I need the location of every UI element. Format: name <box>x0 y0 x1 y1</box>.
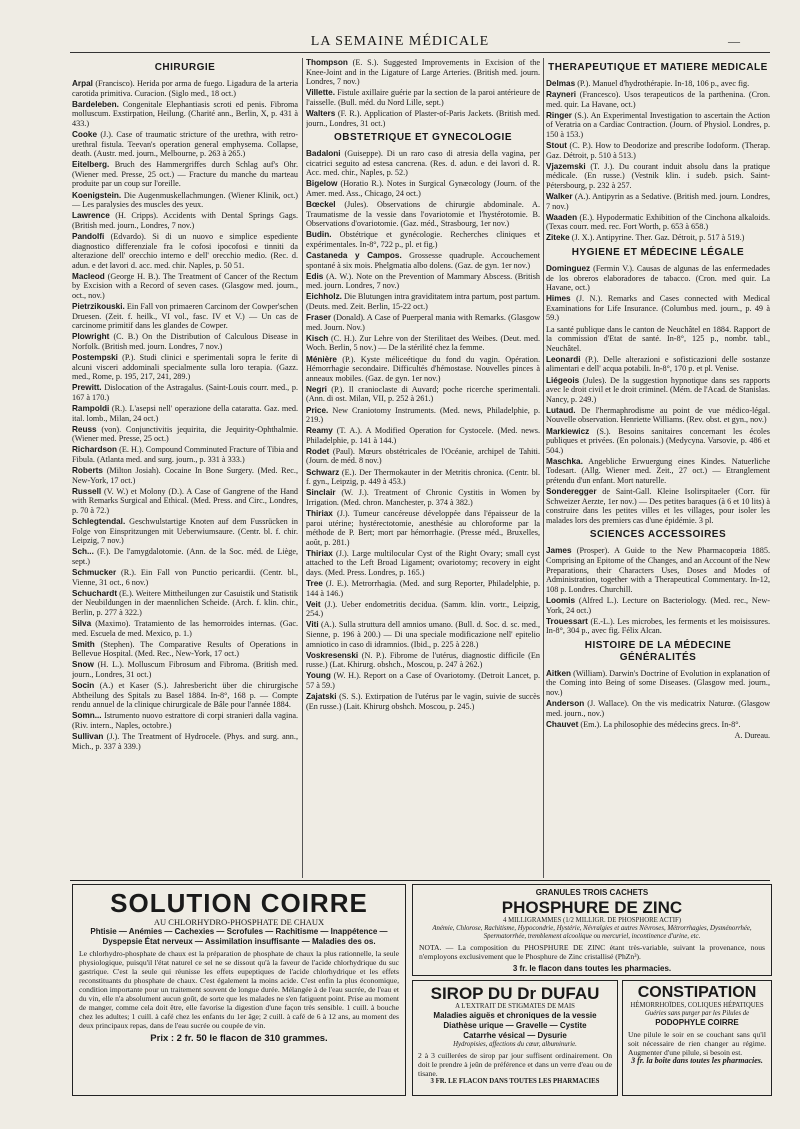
entry-citation: (Stephen). The Comparative Results of Operations in Bellevue Hospital. (Med. Rec., New-York, 17 oct.) <box>72 639 298 659</box>
entry-citation: (Edvardo). Si di un nuovo e simplice espediente diagnostico differenziale fra le cofosi ipocofosi e tinniti da alterazione dell' orecchio interno e dell' orecchio medio. (Rec. d. adun. e det lavori d. acc. med. chir. Naples, p. 50 51. <box>72 231 298 270</box>
entry-citation: (A. W.). Note on the Prevention of Mammary Abscess. (British med. journ. Londres, 7 nov.) <box>306 271 540 291</box>
entry-author: Vjazemski <box>546 161 586 171</box>
ad-title: SOLUTION COIRRE <box>110 888 368 918</box>
entry-citation: (von). Conjunctivitis jequirita, die Jequirity-Ophthalmie. (Wiener med. Presse, 25 oct.) <box>72 424 298 444</box>
bibliography-entry <box>72 302 298 331</box>
entry-author: Somn... <box>72 711 102 721</box>
bibliography-entry <box>546 487 770 525</box>
entry-author: Maschka. <box>546 456 583 466</box>
bibliography-entry <box>72 619 298 638</box>
bibliography-entry <box>306 109 540 128</box>
entry-author: Bardeleben. <box>72 99 119 109</box>
ad-subtitle: A L'EXTRAIT DE STIGMATES DE MAIS <box>455 1003 575 1010</box>
entry-author: Voskresenski <box>306 650 359 660</box>
entry-author: James <box>546 546 572 556</box>
bibliography-entry <box>546 720 770 730</box>
bibliography-entry <box>546 546 770 594</box>
entry-author: Rayneri <box>546 90 577 100</box>
entry-citation: (Guiseppe). Di un raro caso di atresia della vagina, per cicatrici seguito ad estesa cancrena. (Res. d. adun. e dei lavori d. R. Acc. med. chir., Naples, p. 52.) <box>306 149 540 178</box>
entry-author: Arpal <box>72 79 93 88</box>
bibliography-entry <box>72 547 298 566</box>
entry-author: Walker <box>546 192 573 202</box>
entry-citation: Fistule axillaire guérie par la section de la paroi antérieure de l'aisselle. (Bull. méd. du Nord Lille, sept.) <box>306 88 540 107</box>
ad-line: Catarrhe vésical — Dysurie <box>463 1031 567 1040</box>
section-heading: THERAPEUTIQUE ET MATIERE MEDICALE <box>548 62 768 73</box>
entry-author: Aitken <box>546 668 572 678</box>
entry-citation: (Francesco). Usos terapeuticos de la parthenina. (Cron. med. quir. La Havane, oct.) <box>546 90 770 109</box>
ad-price: 3 fr. le flacon dans toutes les pharmacies. <box>512 964 672 973</box>
ad-sirop-dufau <box>412 980 618 1096</box>
bibliography-entry <box>306 334 540 353</box>
entry-author: Dominguez <box>546 264 591 273</box>
bibliography-entry <box>72 191 298 210</box>
entry-citation: (Horatio R.). Notes in Surgical Gynæcology (Journ. of the Amer. med. Ass., Chicago, 24 oct.) <box>306 179 540 199</box>
page-number: — <box>728 34 740 48</box>
entry-author: Thiriax <box>306 508 333 518</box>
entry-citation: Istrumento nuovo estrattore di corpi stranieri dalla vagina. (Riv. intern., Naples, octobre.) <box>72 711 298 730</box>
bibliography-entry <box>546 427 770 456</box>
bibliography-entry <box>306 447 540 466</box>
ad-line: Hydropisies, affections du cœur, albuminurie. <box>453 1041 577 1048</box>
entry-citation: (E.). Der Thermokauter in der Metritis chronica. (Centr. bl. f. gyn., Leipzig, p. 449 à 453.) <box>306 467 540 487</box>
ad-title: SIROP DU Dr DUFAU <box>430 984 600 1003</box>
entry-citation: (Donald). A Case of Puerperal mania with Remarks. (Glasgow med. Journ. Nov.) <box>306 313 540 332</box>
entry-citation: Obstétrique et gynécologie. Recherches cliniques et expérimentales. In-8°, 722 p., pl. et fig.) <box>306 230 540 249</box>
entry-author: Edis <box>306 271 324 281</box>
entry-citation: Geschwulstartige Knoten auf dem Fussrücken in Folge von Einspritzungen mit Ueberwiumsaure. (Centr. bl. f. chir. Leipzig, 7 nov.) <box>72 517 298 546</box>
ad-phosphure-de-zinc <box>412 884 772 976</box>
entry-citation: La santé publique dans le canton de Neuchâtel en 1884. Rapport de la commission d'Etat de santé. In-8°, 125 p., nombr. tabl., Neuchâtel. <box>546 324 770 353</box>
bibliography-entry <box>72 487 298 516</box>
bibliography-entry <box>546 617 770 636</box>
entry-author: Markiewicz <box>546 426 590 436</box>
entry-citation: (P.). Delle alterazioni e sofisticazioni delle sostanze alimentari e dell' acqua potabili. In-8°, 170 p. et pl. Venise. <box>546 354 770 374</box>
column-left <box>72 58 298 880</box>
entry-author: Walters <box>306 108 336 118</box>
entry-citation: (C. P.). How to Deodorize and prescribe Iodoform. (Therap. Gaz. Détroit, p. 510 à 513.) <box>546 141 770 160</box>
entry-citation: (A.) et Kaser (S.). Jahresbericht über die chirurgische Abtheilung des Spitals zu Basel 1884. In-8°, 168 p. — Compte rendu annuel de la clinique chirurgicale de Bâle pour l'année 1884. <box>72 681 298 710</box>
bibliography-entry <box>306 579 540 598</box>
ad-title: PHOSPHURE DE ZINC <box>501 898 683 917</box>
ad-sub: HÉMORRHOÏDES, COLIQUES HÉPATIQUES <box>630 1002 764 1009</box>
entry-citation: (J. X.). Antipyrine. Ther. Gaz. Détroit, p. 517 à 519.) <box>571 233 745 243</box>
ad-body: 2 à 3 cuillerées de sirop par jour suffisent ordinairement. On doit le prendre à jeûn de préférence et dans un verre d'eau ou de tisane. <box>418 1051 612 1078</box>
ad-price: 3 fr. la boîte dans toutes les pharmacies. <box>631 1056 763 1065</box>
entry-citation: (H. L.). Molluscum Fibrosum and Fibroma. (British med. journ., Londres, 31 oct.) <box>72 660 298 679</box>
bibliography-entry <box>546 79 770 89</box>
entry-author: Macleod <box>72 271 105 281</box>
ad-dose: 4 MILLIGRAMMES (1/2 MILLIGR. DE PHOSPHORE ACTIF) <box>502 917 682 924</box>
bibliography-entry <box>546 233 770 243</box>
entry-author: Thompson <box>306 58 348 67</box>
bibliography-entry <box>546 264 770 293</box>
section-heading: HYGIENE ET MÉDECINE LÉGALE <box>571 247 745 258</box>
entry-author: Postempski <box>72 353 118 363</box>
entry-author: Snow <box>72 660 94 670</box>
bibliography-entry <box>306 406 540 425</box>
bibliography-entry <box>546 355 770 374</box>
column-right <box>546 58 770 880</box>
entry-citation: (J. Wallace). On the vis medicatrix Naturœ. (Glasgow med. journ., nov.) <box>546 699 770 718</box>
ad-title: CONSTIPATION <box>637 984 757 1001</box>
entry-author: Ménière <box>306 354 337 364</box>
entry-citation: (W. H.). Report on a Case of Ovariotomy. (Detroit Lancet, p. 57 à 59.) <box>306 671 540 691</box>
entry-author: Young <box>306 671 331 681</box>
entry-author: Sinclair <box>306 488 336 498</box>
entry-author: Thiriax <box>306 548 333 558</box>
bibliography-entry <box>306 509 540 547</box>
entry-citation: (Maximo). Tratamiento de las hemorroides internas. (Gac. med. Escuela de med. Mexico, p. 1.) <box>72 618 298 638</box>
entry-citation: (Francisco). Herida por arma de fuego. Ligadura de la arteria carotida primitiva. Curacion. (Siglo med., 18 oct.) <box>72 79 298 98</box>
entry-citation: (J. E.). Metrorrhagia. (Med. and surg Reporter, Philadelphie, p. 144 à 146.) <box>306 579 540 598</box>
bibliography-entry <box>546 457 770 486</box>
bibliography-entry <box>306 313 540 332</box>
bibliography-entry <box>546 213 770 232</box>
entry-author: Smith <box>72 639 95 649</box>
bibliography-entry <box>306 468 540 487</box>
entry-citation: (Em.). La philosophie des médecins grecs. In-8°. <box>580 719 741 729</box>
entry-citation: (Fermin V.). Causas de algunas de las enfermedades de los obreros elaboradores de tabacco. (Cron. med quir. La Havane, oct.) <box>546 264 770 293</box>
entry-citation: (Jules). Observations de chirurgie abdominale. A. Traumatisme de la vessie dans l'ovariotomie et l'hystérotomie. B. Observations d'ovariotomie. (Gaz. méd., Strasbourg, 1er nov.) <box>306 200 540 229</box>
bibliography-entry <box>546 376 770 405</box>
bibliography-entry <box>72 79 298 98</box>
bibliography-entry <box>72 711 298 730</box>
running-head: LA SEMAINE MÉDICALE <box>310 34 490 49</box>
entry-citation: (J.). Case of traumatic stricture of the urethra, with retro-urethral fistula. Teevan's operation general emphysema. Collapse, death. (Austr. med. journ., Melbourne, p. 263 à 265.) <box>72 129 298 159</box>
section-heading: OBSTETRIQUE ET GYNECOLOGIE <box>333 132 512 144</box>
bibliography-entry <box>306 292 540 311</box>
entry-author: Pandolfi <box>72 231 105 241</box>
ads-rule <box>70 880 770 881</box>
bibliography-entry <box>306 426 540 445</box>
entry-citation: (C. B.) On the Distribution of Calculous Disease in Norfolk. (British med. journ. Londres, 7 nov.) <box>72 332 298 351</box>
bibliography-entry <box>306 651 540 670</box>
entry-author: Badaloni <box>306 149 341 159</box>
entry-author: Waaden <box>546 212 578 222</box>
column-middle <box>306 58 540 880</box>
bibliography-entry <box>546 325 770 354</box>
header-rule <box>70 52 770 53</box>
entry-author: Villette. <box>306 88 335 98</box>
entry-author: Price. <box>306 405 329 415</box>
entry-citation: Die Augenmuskellachmungen. (Wiener Klinik, oct.) — Les paralysies des muscles des yeux. <box>72 190 298 210</box>
entry-author: Pietrzikouski. <box>72 302 125 312</box>
entry-citation: (J.). Ueber endometritis decidua. (Samm. klin. vortr., Leipzig, 254.) <box>306 599 540 619</box>
entry-author: Bœckel <box>306 200 336 210</box>
bibliography-entry <box>306 272 540 291</box>
ad-line: Diathèse urique — Gravelle — Cystite <box>443 1021 587 1030</box>
entry-citation: (A.). Antipyrin as a Sedative. (British med. journ. Londres, 7 nov.) <box>546 192 770 211</box>
bibliography-entry <box>546 294 770 323</box>
bibliography-entry <box>306 385 540 404</box>
bibliography-entry <box>306 149 540 178</box>
bibliography-entry <box>306 88 540 107</box>
bibliography-entry <box>72 100 298 129</box>
entry-citation: (William). Darwin's Doctrine of Evolution in explanation of the Coming into Being of some Diseases. (Glasgow med. journ., nov.) <box>546 668 770 697</box>
bibliography-entry <box>546 162 770 191</box>
bibliography-entry <box>306 549 540 578</box>
bibliography-entry <box>72 466 298 485</box>
entry-citation: (F. R.). Application of Plaster-of-Paris Jackets. (British med. journ., Londres, 31 oct.) <box>306 108 540 128</box>
entry-author: Chauvet <box>546 719 579 729</box>
bibliography-entry <box>306 200 540 229</box>
bibliography-entry <box>72 425 298 444</box>
ad-price: Prix : 2 fr. 50 le flacon de 310 grammes. <box>150 1033 328 1044</box>
ad-body: Le chlorhydro-phosphate de chaux est la préparation de phosphate de chaux la plus rationnelle, la seule physiologique, puisqu'il l'état naturel ce sel ne se dissout qu'à la faveur de l'acide chlorhydrique du suc gastrique. C'est la seule qui réunisse les effets eupeptiques de l'acide chlorhydrique et les effets reconstituants du phosphate de chaux. C'est également la moins acide. C'est enfin la plus économique, condition importante pour un traitement souvent de longue durée. Mélangée à de l'eau sucrée, de l'eau et du vin, elle n'a absolument aucun goût, de sorte que les malades ne s'en fatiguent point. Prise au moment de manger, comme cela doit être, elle favorise la digestion d'une façon très sensible. 1 cuill. à bouche chez les adultes; 1 cuill. à café chez les enfants du 1er âge; 2 cuill. à café de 6 à 12 ans, au moment des deux principaux repas, dans de l'eau sucrée ou coupée de vin. <box>79 949 399 1030</box>
entry-citation: (F.). De l'amygdalotomie. (Ann. de la Soc. méd. de Liège, sept.) <box>72 547 298 566</box>
ad-subtitle: AU CHLORHYDRO-PHOSPHATE DE CHAUX <box>153 917 325 927</box>
bibliography-entry <box>72 517 298 546</box>
entry-citation: Congenitale Elephantiasis scroti ed penis. Fibroma molluscum. Exstirpation, Heilung. (Charité ann., Berlin, X, p. 431 à 433.) <box>72 99 298 128</box>
entry-author: Schlegtendal. <box>72 517 126 527</box>
entry-citation: (S. S.). Extirpation de l'utérus par le vagin, suivie de succès (En russe.) (Lait. Khirurg obshch. Moscou, p. 245.) <box>306 692 540 711</box>
entry-author: Schwarz <box>306 467 340 477</box>
entry-citation: (A.). Sulla struttura dell amnios umano. (Bull. d. Soc. d. sc. med., Sienne, p. 196 à 200.) — Di una speciale modificazione nell' epitelio amniotico in caso di idramnios. (Ibid., p. 225 à 228.) <box>306 620 540 649</box>
entry-citation: Dislocation of the Astragalus. (Saint-Louis courr. med., p. 167 à 170.) <box>72 383 298 402</box>
bibliography-entry <box>72 640 298 659</box>
entry-citation: de Saint-Gall. Kleine Isolirspitaeler (Corr. für Schweizer Aerzte, 1er nov.) — Des petites baraques (à 6 et 10 lits) à construire dans les petites villes et les villages, pour isoler les malades lors des premiers cas d'une épidémie. 3 pl. <box>546 487 770 525</box>
entry-author: Reuss <box>72 424 97 434</box>
entry-author: Ringer <box>546 110 572 120</box>
entry-citation: (T. J.). Du courant induit absolu dans la pratique médicale. (En russe.) (Vestnik klin. i sudeb. psich. Saint-Pétersbourg, p. 232 à 257. <box>546 161 770 190</box>
entry-author: Rampoldi <box>72 404 110 413</box>
entry-citation: De l'hermaphrodisme au point de vue médico-légal. Nouvelle observation. Henriette Williams. (Rev. obst. et gyn., nov.) <box>546 405 770 425</box>
entry-author: Reamy <box>306 426 333 436</box>
entry-author: Budin. <box>306 230 332 240</box>
entry-citation: (P.). Manuel d'hydrothérapie. In-18, 106 p., avec fig. <box>577 79 750 88</box>
bibliography-entry <box>72 568 298 587</box>
bibliography-entry <box>306 620 540 649</box>
column-divider <box>543 58 544 878</box>
bibliography-entry <box>72 383 298 402</box>
entry-author: Schmucker <box>72 568 117 577</box>
entry-citation: (J.). Tumeur cancéreuse développée dans l'épaisseur de la paroi utérine; hystérectotomie, anesthésie au chloroforme par la méthode de P. Bert; mort par hémorrhagie. (Presse méd., Bruxelles, août, p. 281.) <box>306 508 540 547</box>
ad-price: 3 FR. LE FLACON DANS TOUTES LES PHARMACIES <box>430 1078 600 1085</box>
bibliography-entry <box>306 600 540 619</box>
bibliography-entry <box>546 596 770 615</box>
entry-author: Eitelberg. <box>72 160 110 170</box>
ad-product: PODOPHYLE COIRRE <box>655 1018 739 1027</box>
entry-author: Sonderegger <box>546 487 597 497</box>
ad-sub: Guéries sans purger par les Pilules de <box>644 1010 750 1017</box>
entry-author: Sch... <box>72 547 94 557</box>
entry-author: Zajatski <box>306 692 337 702</box>
ad-line: Maladies aiguës et chroniques de la vessie <box>433 1011 597 1020</box>
entry-author: Fraser <box>306 313 332 323</box>
bibliography-entry <box>72 404 298 423</box>
ad-body: Une pilule le soir en se couchant sans qu'il soit nécessaire de rien changer au régime. Augmenter d'une pilule, si besoin est. <box>628 1030 766 1057</box>
entry-citation: (P.). Studi clinici e sperimentali sopra le ferite di alcuni visceri addominali specialmente sulla loro terapia. (Gazz. med., Rome, p. 195, 217, 241, 289.) <box>72 353 298 382</box>
entry-author: Prewitt. <box>72 383 102 393</box>
entry-author: Leonardi <box>546 354 581 364</box>
bibliography-entry <box>72 272 298 301</box>
entry-citation: Grossesse quadruple. Accouchement spontané à six mois. Phelgmatia albo dolens. (Gaz. de gyn. 1er nov.) <box>306 251 540 270</box>
bibliography-entry <box>72 445 298 464</box>
entry-author: Rodet <box>306 446 330 456</box>
entry-author: Loomis <box>546 595 576 605</box>
entry-author: Plowright <box>72 332 110 342</box>
entry-author: Liégeois <box>546 375 580 385</box>
section-heading: HISTOIRE DE LA MÉDECINE GÉNÉRALITÉS <box>584 639 732 663</box>
entry-citation: (H. Cripps). Accidents with Dental Springs Gags. (British med. journ., Londres, 7 nov.) <box>72 211 298 230</box>
entry-author: Tree <box>306 579 323 589</box>
bibliography-entry <box>72 332 298 351</box>
entry-citation: (S.). An Experimental Investigation to ascertain the Action of Veratria on a Cardiac Contraction. (Journ. of Physiol. Londres, p. 150 à 153.) <box>546 110 770 139</box>
section-heading: CHIRURGIE <box>154 62 216 73</box>
column-divider <box>302 58 303 878</box>
entry-citation: Ein Fall von primaeren Carcinom der Cowper'schen Druesen. (Zeit. f. heilk., VI vol., fasc. IV et V.) — Un cas de carcinome primitif dans les glandes de Cowper. <box>72 302 298 331</box>
bibliography-entry <box>306 58 540 87</box>
entry-author: Bigelow <box>306 179 338 189</box>
entry-author: Koenigstein. <box>72 190 122 200</box>
entry-citation: (S.). Besoins sanitaires concernant les écoles publiques et privées. (En polonais.) (Medycyna. Varsovie, p. 486 et 504.) <box>546 426 770 455</box>
entry-citation: Bruch des Hammergriffes durch Schlag auf's Ohr. (Wiener med. Presse, 25 oct.) — Fracture du manche du marteau produite par un coup sur l'oreille. <box>72 160 298 189</box>
entry-citation: Die Blutungen intra graviditatem intra partum, post partum. (Deuts. med. Zeit. Berlin, 15-22 oct.) <box>306 292 540 312</box>
bibliography-entry <box>546 699 770 718</box>
entry-citation: (T. A.). A Modified Operation for Cystocele. (Med. news. Philadelphie, p. 141 à 144.) <box>306 426 540 445</box>
entry-citation: (C. H.). Zur Lehre von der Sterilitaet des Weibes. (Deut. med. Woch. Berlin, 5 nov.) — De la stérilité chez la femme. <box>306 333 540 353</box>
entry-citation: (Alfred L.). Lecture on Bacteriology. (Med. rec., New-York, 24 oct.) <box>546 595 770 615</box>
entry-author: Himes <box>546 294 571 304</box>
entry-citation: (George H. B.). The Treatment of Cancer of the Rectum by Excision with a Record of seven cases. (Glasgow med. journ., oct., nov.) <box>72 271 298 300</box>
entry-author: Roberts <box>72 466 103 476</box>
entry-author: Viti <box>306 620 319 630</box>
entry-author: Kisch <box>306 333 329 343</box>
bibliography-entry <box>72 211 298 230</box>
bibliography-entry <box>546 111 770 140</box>
entry-author: Richardson <box>72 445 118 455</box>
bibliography-entry <box>72 353 298 382</box>
bibliography-entry <box>72 160 298 189</box>
entry-citation: (W. J.). Treatment of Chronic Cystitis in Women by Irrigation. (Med. chron. Manchester, p. 374 à 382.) <box>306 488 540 507</box>
bibliography-entry <box>72 660 298 679</box>
entry-citation: (P.). Kyste méliceétique du fond du vagin. Opération. Hémorrhagie secondaire. Difficultés d'hémostase. Nouvelles pinces à anneaux mobiles. (Gaz. de gyn. 1er nov.) <box>306 354 540 383</box>
entry-author: Veit <box>306 599 321 609</box>
bibliography-entry <box>546 90 770 109</box>
bibliography-entry <box>546 406 770 425</box>
entry-citation: (J.). Large multilocular Cyst of the Right Ovary; small cyst attached to the Left Broad Ligament; ovariotomy; recovery in eight days. (Med. Press. Londres, p. 165.) <box>306 548 540 577</box>
entry-citation: New Craniotomy Instruments. (Med. news, Philadelphie, p. 219.) <box>306 405 540 425</box>
entry-citation: (R.). Ein Fall von Punctio pericardii. (Centr. bl., Vienne, 31 oct., 6 nov.) <box>72 568 298 587</box>
bibliography-entry <box>72 589 298 618</box>
bibliography-entry <box>306 692 540 711</box>
ad-solution-coirre <box>72 884 406 1096</box>
bibliography-entry <box>72 681 298 710</box>
entry-citation: (N. P.). Fibrome de l'utérus, diagnostic difficile (En russe.) (Lat. Khirurg. obshch., Moscou, p. 247 à 262.) <box>306 650 540 670</box>
entry-author: Eichholz. <box>306 292 342 302</box>
ad-constipation <box>622 980 772 1096</box>
entry-author: Russell <box>72 486 102 496</box>
ad-indications: Anémie, Chlorose, Rachitisme, Hypocondrie, Hystérie, Névralgies et autres Névroses, Métrorrhagies, Dysménorrhée, Spermatorrhée, tremblement alcoolique ou mercuriel, incontinence d'urine, etc. <box>432 925 752 940</box>
bibliography-entry <box>72 232 298 270</box>
entry-author: Schuchardt <box>72 588 118 598</box>
entry-citation: (E. H.). Compound Comminuted Fracture of Tibia and Fibula. (Atlanta med. and surg. journ., p. 331 à 333.) <box>72 445 298 464</box>
entry-citation: (R.). L'asepsi nell' operazione della cataratta. Gaz. med. ital. lomb., Milan, 24 oct.) <box>72 404 298 423</box>
entry-author: Ziteke <box>546 233 570 243</box>
bibliography-entry <box>306 355 540 384</box>
entry-citation: (E. S.). Suggested Improvements in Excision of the Knee-Joint and in the Ligature of Large Arteries. (British med. journ. Londres, 7 nov.) <box>306 58 540 87</box>
entry-author: Lutaud. <box>546 405 576 415</box>
entry-citation: (E.). Hypodermatic Exhibition of the Cinchona alkaloids. (Texas courr. med. rec. Fort Worth, p. 653 à 658.) <box>546 212 770 232</box>
entry-citation: (J. N.). Remarks and Cases connected with Medical Examinations for Life Insurance. (Columbus med. journ., p. 49 à 59.) <box>546 294 770 323</box>
entry-author: Negri <box>306 384 327 394</box>
bibliography-entry <box>72 732 298 751</box>
entry-author: Silva <box>72 618 92 628</box>
entry-citation: (J.). The Treatment of Hydrocele. (Phys. and surg. ann., Mich., p. 337 à 339.) <box>72 732 298 751</box>
ad-pretitle: GRANULES TROIS CACHETS <box>535 888 649 897</box>
entry-citation: (P.). Il cranioclaste di Auvard; poche ricerche sperimentali. (Ann. di ost. Milan, VII, p. 252 à 261.) <box>306 384 540 404</box>
entry-citation: (Paul). Mœurs obstétricales de l'Océanie, archipel de Tahiti. (Journ. de méd. 8 nov.) <box>306 446 540 466</box>
entry-citation: (E.-L.). Les microbes, les ferments et les moisissures. In-8°, 304 p., avec fig. Félix Alcan. <box>546 616 770 636</box>
bibliography-entry <box>72 130 298 159</box>
entry-citation: (Jules). De la suggestion hypnotique dans ses rapports avec le droit civil et le droit criminel. (Mém. de l'Acad. de Stanislas. Nancy, p. 249.) <box>546 375 770 404</box>
entry-author: Cooke <box>72 129 98 139</box>
bibliography-entry <box>306 179 540 198</box>
entry-author: Anderson <box>546 699 585 709</box>
entry-author: Stout <box>546 141 567 151</box>
entry-citation: Angebliche Erwuergung eines Kindes. Natuerliche Todesart. (Allg. Wiener med. Zeit., 27 oct.) — Etranglement prétendu d'un enfant. Mort naturelle. <box>546 456 770 485</box>
entry-author: Lawrence <box>72 211 110 221</box>
section-heading: SCIENCES ACCESSOIRES <box>589 529 727 541</box>
entry-author: Delmas <box>546 79 576 88</box>
bibliography-entry <box>306 488 540 507</box>
entry-author: Castaneda y Campos. <box>306 251 402 261</box>
entry-citation: (E.). Weitere Mittheilungen zur Casuistik und Statistik der Neubildungen in der maennlichen Scheide. (Arch. f. klin. chir., Berlin, p. 277 à 322.) <box>72 588 298 617</box>
entry-citation: (Milton Josiah). Cocaine In Bone Surgery. (Med. Rec., New-York, 17 oct.) <box>72 466 298 485</box>
entry-citation: (V. W.) et Molony (D.). A Case of Gangrene of the Hand with Remarks Surgical and Ethical. (Med. Press. and Circ., Londres, p. 70 à 72.) <box>72 486 298 515</box>
entry-author: Socin <box>72 681 95 691</box>
bibliography-entry <box>546 141 770 160</box>
entry-citation: (Prosper). A Guide to the New Pharmacopœia 1885. Comprising an Epitome of the Changes, and an Account of the New Preparations, their Characters Uses, Doses and Modes of Administration, together with a Therapeutical Commentary. In-12, 108 p. Londres. Churchill. <box>546 546 770 594</box>
bibliography-entry <box>306 671 540 690</box>
bibliography-entry <box>546 192 770 211</box>
entry-author: Trouessart <box>546 616 588 626</box>
ad-note: NOTA. — La composition du PHOSPHURE DE ZINC étant très-variable, suivant la provenance, nous n'employons exclusivement que le Phosphure de Zinc cristallisé (PhZn³). <box>419 943 765 961</box>
bibliography-entry <box>306 230 540 249</box>
ad-indications: Phtisie — Anémies — Cachexies — Scrofules — Rachitisme — Inappétence — Dyspepsie État nerveux — Assimilation insuffisante — Maladies des os. <box>90 927 388 946</box>
signature: A. Dureau. <box>734 731 770 741</box>
bibliography-entry <box>546 669 770 698</box>
entry-author: Sullivan <box>72 732 104 741</box>
bibliography-entry <box>306 251 540 270</box>
